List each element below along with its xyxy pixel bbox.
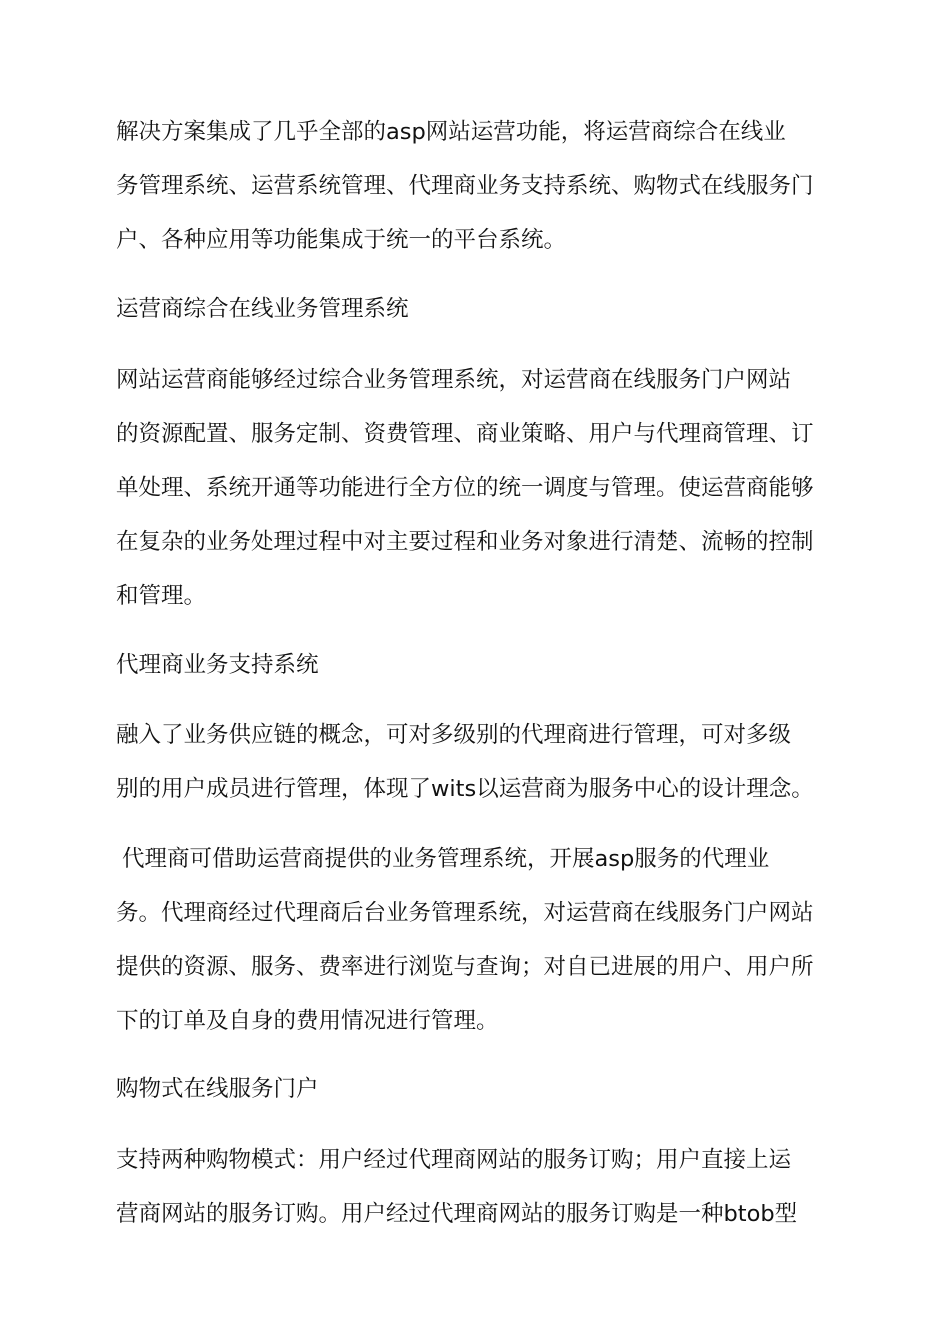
text-line: 别的用户成员进行管理，体现了wits以运营商为服务中心的设计理念。 — [116, 776, 814, 802]
text-line: 的资源配置、服务定制、资费管理、商业策略、用户与代理商管理、订 — [116, 421, 814, 447]
text-line: 支持两种购物模式：用户经过代理商网站的服务订购；用户直接上运 — [116, 1147, 792, 1173]
text-line: 网站运营商能够经过综合业务管理系统，对运营商在线服务门户网站 — [116, 367, 792, 393]
text-line: 务。代理商经过代理商后台业务管理系统，对运营商在线服务门户网站 — [116, 900, 814, 926]
section-heading: 购物式在线服务门户 — [116, 1076, 319, 1102]
text-line: 在复杂的业务处理过程中对主要过程和业务对象进行清楚、流畅的控制 — [116, 529, 814, 555]
text-line: 单处理、系统开通等功能进行全方位的统一调度与管理。使运营商能够 — [116, 475, 814, 501]
text-line: 务管理系统、运营系统管理、代理商业务支持系统、购物式在线服务门 — [116, 173, 814, 199]
text-line: 户、各种应用等功能集成于统一的平台系统。 — [116, 227, 567, 253]
section-heading: 运营商综合在线业务管理系统 — [116, 296, 409, 322]
text-line: 和管理。 — [116, 583, 207, 609]
text-line: 提供的资源、服务、费率进行浏览与查询；对自已进展的用户、用户所 — [116, 954, 814, 980]
text-line: 代理商可借助运营商提供的业务管理系统，开展asp服务的代理业 — [122, 846, 770, 872]
text-line: 解决方案集成了几乎全部的asp网站运营功能，将运营商综合在线业 — [116, 119, 786, 145]
text-line: 营商网站的服务订购。用户经过代理商网站的服务订购是一种btob型 — [116, 1201, 798, 1227]
section-heading: 代理商业务支持系统 — [116, 652, 319, 678]
text-line: 融入了业务供应链的概念，可对多级别的代理商进行管理，可对多级 — [116, 722, 792, 748]
text-line: 下的订单及自身的费用情况进行管理。 — [116, 1008, 499, 1034]
